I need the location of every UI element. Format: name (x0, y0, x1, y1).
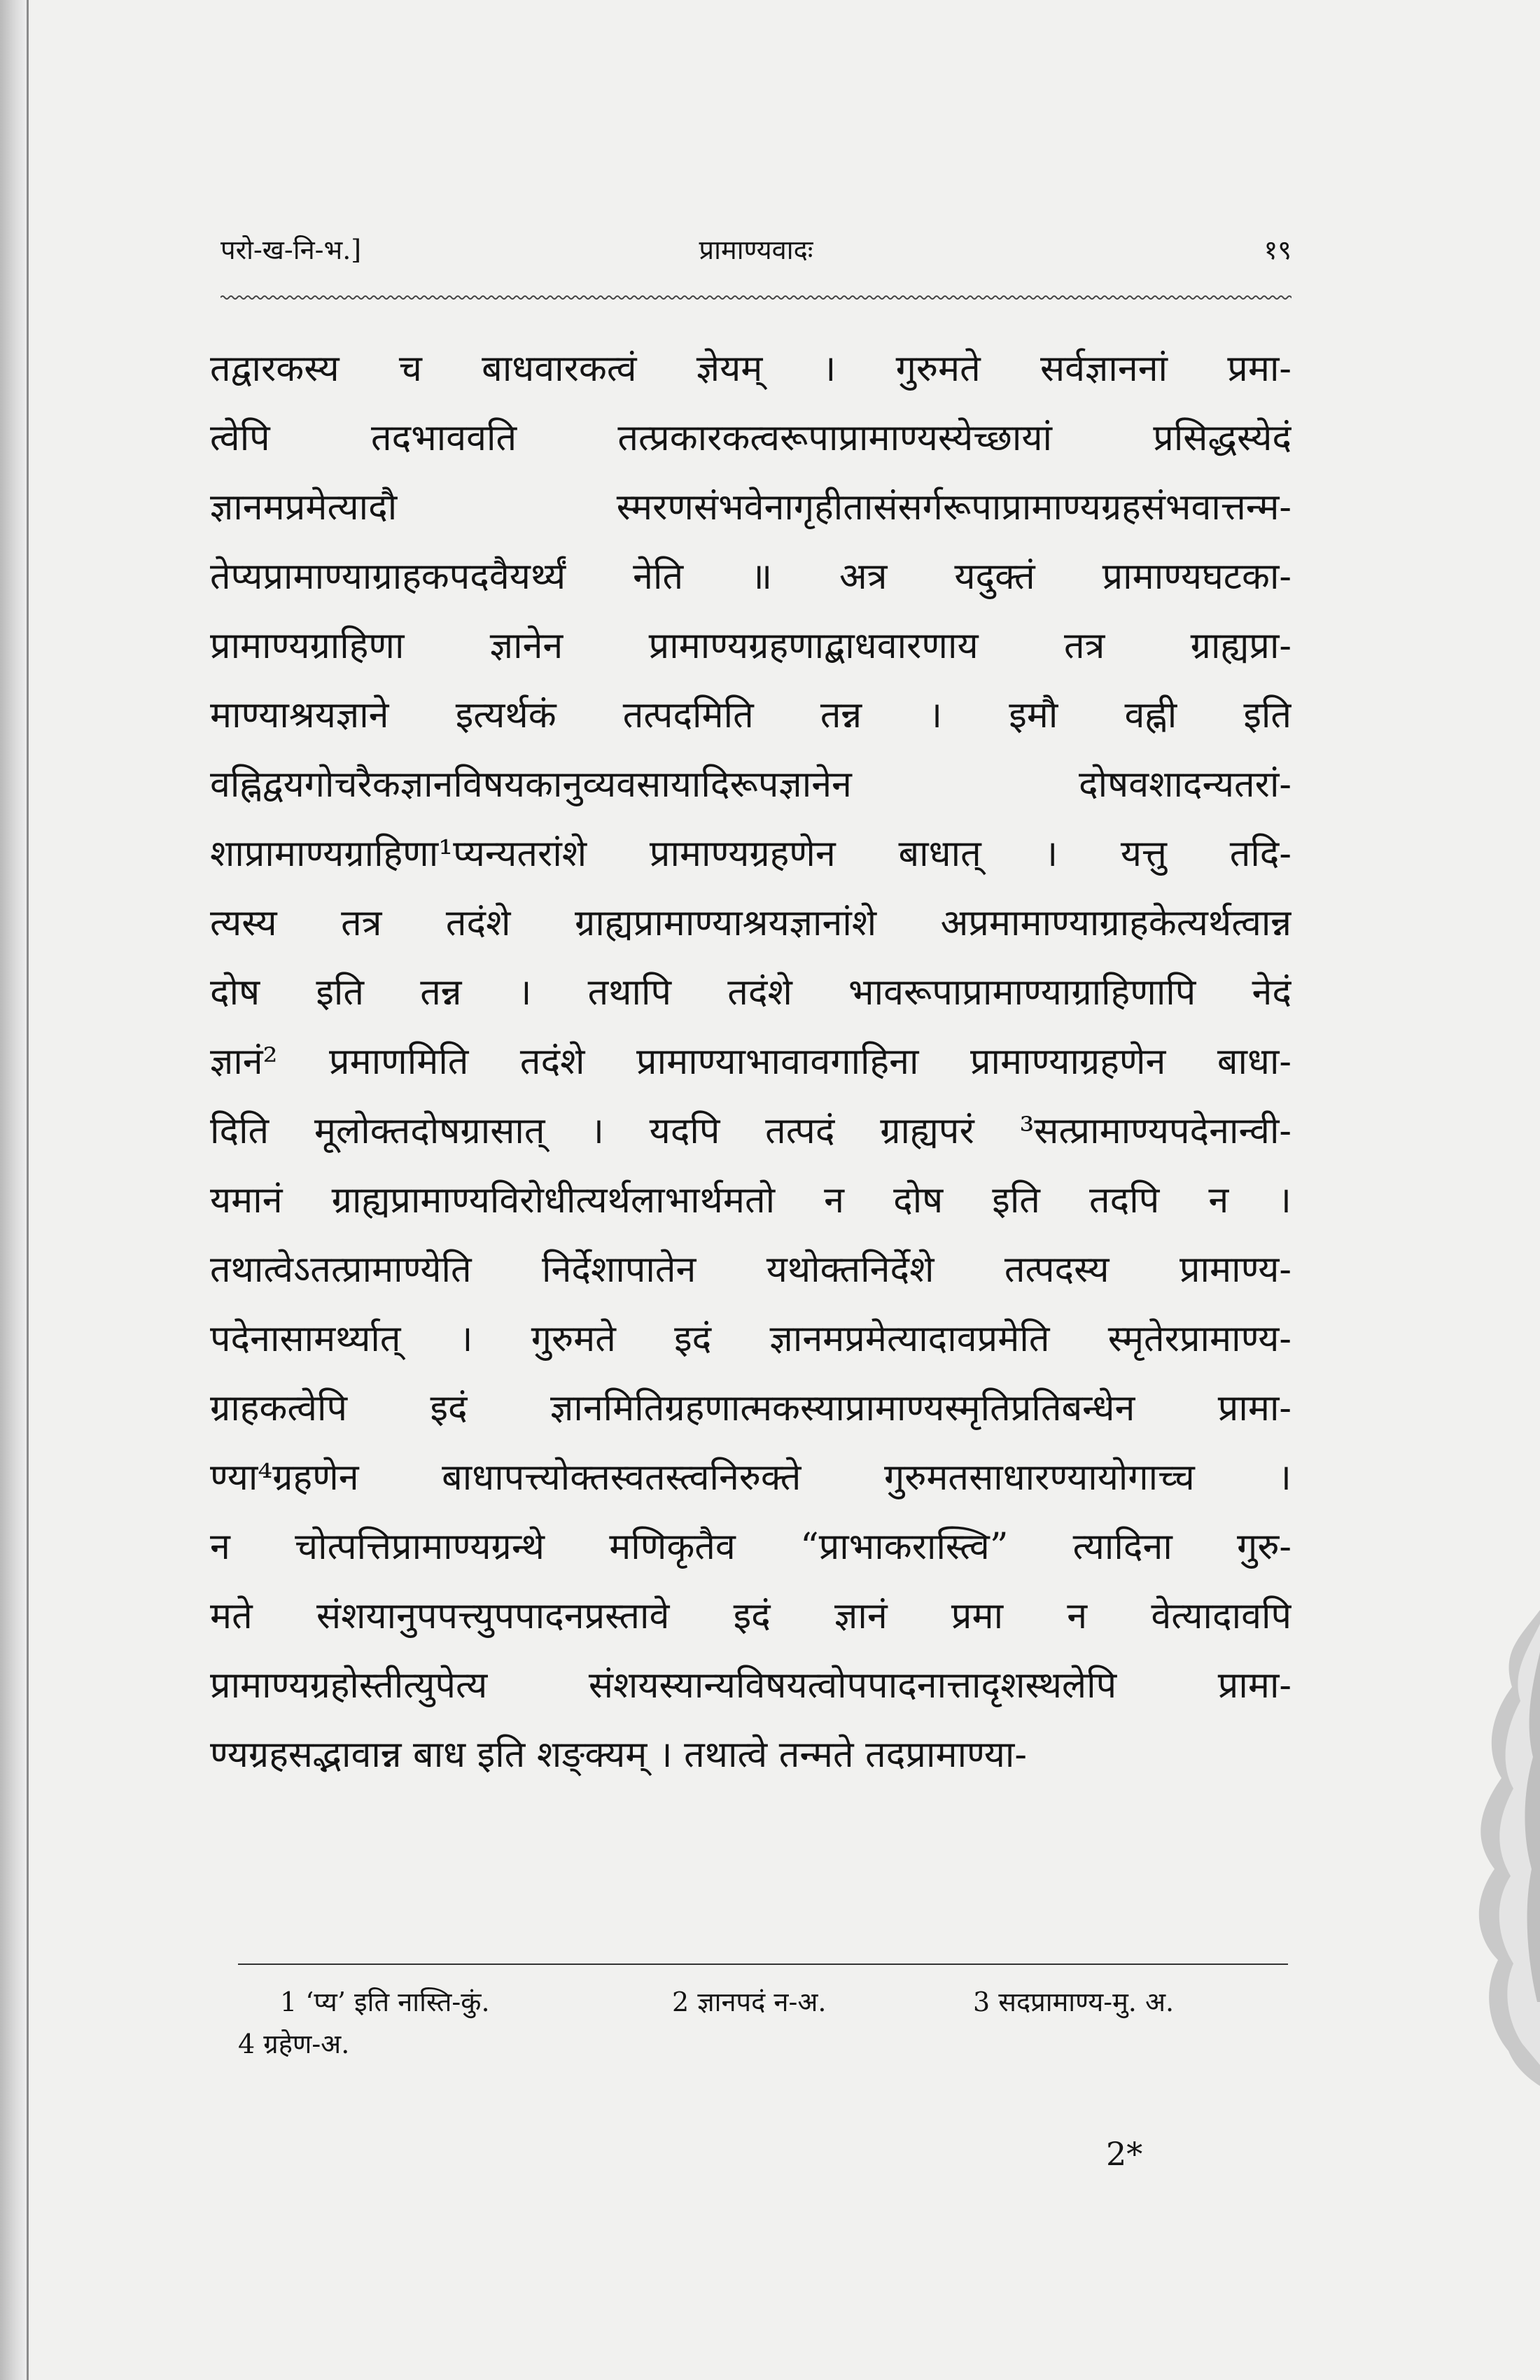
footnote-1: 1 ‘प्य’ इति नास्ति-कुं. (280, 1987, 490, 2017)
text-line: ण्यग्रहसद्भावान्न बाध इति शङ्क्यम् । तथात्वे तन्मते तदप्रामाण्या- (210, 1734, 1027, 1776)
text-line: ण्या⁴ग्रहणेन बाधापत्त्योक्तस्वतस्त्वनिरुक्ते गुरुमतसाधारण्यायोगाच्च । (210, 1457, 1292, 1499)
footnote-rule (238, 1963, 1288, 1965)
footnote-4: 4 ग्रहेण-अ. (238, 2029, 350, 2059)
text-line: तद्वारकस्य च बाधवारकत्वं ज्ञेयम् । गुरुमते सर्वज्ञाननां प्रमा- (210, 348, 1292, 390)
header-wavy-rule (220, 294, 1292, 301)
signature-mark: 2* (1106, 2135, 1143, 2173)
text-line: ज्ञानं² प्रमाणमिति तदंशे प्रामाण्याभावावगाहिना प्रामाण्याग्रहणेन बाधा- (210, 1041, 1292, 1083)
torn-page-edge (1435, 1610, 1540, 2086)
text-line: प्रामाण्यग्रहोस्तीत्युपेत्य संशयस्यान्यविषयत्वोपपादनात्तादृशस्थलेपि प्रामा- (210, 1665, 1292, 1707)
text-line: तेप्यप्रामाण्याग्राहकपदवैयर्थ्यं नेति ॥ अत्र यदुक्तं प्रामाण्यघटका- (210, 556, 1292, 598)
text-line: त्यस्य तत्र तदंशे ग्राह्यप्रामाण्याश्रयज्ञानांशे अप्रमामाण्याग्राहकेत्यर्थत्वान्न (210, 902, 1292, 944)
text-line: ज्ञानमप्रमेत्यादौ स्मरणसंभवेनागृहीतासंसर्गरूपाप्रामाण्यग्रहसंभवात्तन्म- (210, 486, 1292, 528)
text-line: न चोत्पत्तिप्रामाण्यग्रन्थे मणिकृतैव “प्राभाकरास्त्वि” त्यादिना गुरु- (210, 1526, 1292, 1568)
text-line: माण्याश्रयज्ञाने इत्यर्थकं तत्पदमिति तन्न । इमौ वह्नी इति (210, 694, 1292, 736)
text-line: ग्राहकत्वेपि इदं ज्ञानमितिग्रहणात्मकस्याप्रामाण्यस्मृतिप्रतिबन्धेन प्रामा- (210, 1387, 1292, 1429)
text-line: मते संशयानुपपत्त्युपपादनप्रस्तावे इदं ज्ञानं प्रमा न वेत्यादावपि (210, 1595, 1292, 1637)
text-line: वह्निद्वयगोचरैकज्ञानविषयकानुव्यवसायादिरूपज्ञानेन दोषवशादन्यतरां- (210, 764, 1292, 806)
header-section-ref: परो-ख-नि-भ.] (220, 234, 362, 265)
text-line: शाप्रामाण्यग्राहिणा¹प्यन्यतरांशे प्रामाण्यग्रहणेन बाधात् । यत्तु तदि- (210, 833, 1292, 875)
text-line: पदेनासामर्थ्यात् । गुरुमते इदं ज्ञानमप्रमेत्यादावप्रमेति स्मृतेरप्रामाण्य- (210, 1318, 1292, 1360)
text-line: प्रामाण्यग्राहिणा ज्ञानेन प्रामाण्यग्रहणाद्बाधवारणाय तत्र ग्राह्यप्रा- (210, 625, 1292, 667)
page-binding-shadow (0, 0, 27, 2380)
page-binding-edge (27, 0, 29, 2380)
main-text-block (210, 335, 1292, 1790)
footnote-2: 2 ज्ञानपदं न-अ. (672, 1987, 827, 2017)
text-line: दोष इति तन्न । तथापि तदंशे भावरूपाप्रामाण्याग्राहिणापि नेदं (210, 972, 1292, 1014)
running-header (220, 231, 1292, 273)
footnote-3: 3 सदप्रामाण्य-मु. अ. (973, 1987, 1175, 2017)
page-number: १९ (1264, 234, 1292, 265)
text-line: दिति मूलोक्तदोषग्रासात् । यदपि तत्पदं ग्राह्यपरं ³सत्प्रामाण्यपदेनान्वी- (210, 1110, 1292, 1152)
text-line: तथात्वेऽतत्प्रामाण्येति निर्देशापातेन यथोक्तनिर्देशे तत्पदस्य प्रामाण्य- (210, 1249, 1292, 1291)
header-chapter-title: प्रामाण्यवादः (699, 234, 813, 265)
text-line: यमानं ग्राह्यप्रामाण्यविरोधीत्यर्थलाभार्थमतो न दोष इति तदपि न । (210, 1180, 1292, 1222)
text-line: त्वेपि तदभाववति तत्प्रकारकत्वरूपाप्रामाण्यस्येच्छायां प्रसिद्धस्येदं (210, 417, 1292, 459)
footnotes-block (238, 1981, 1288, 2065)
